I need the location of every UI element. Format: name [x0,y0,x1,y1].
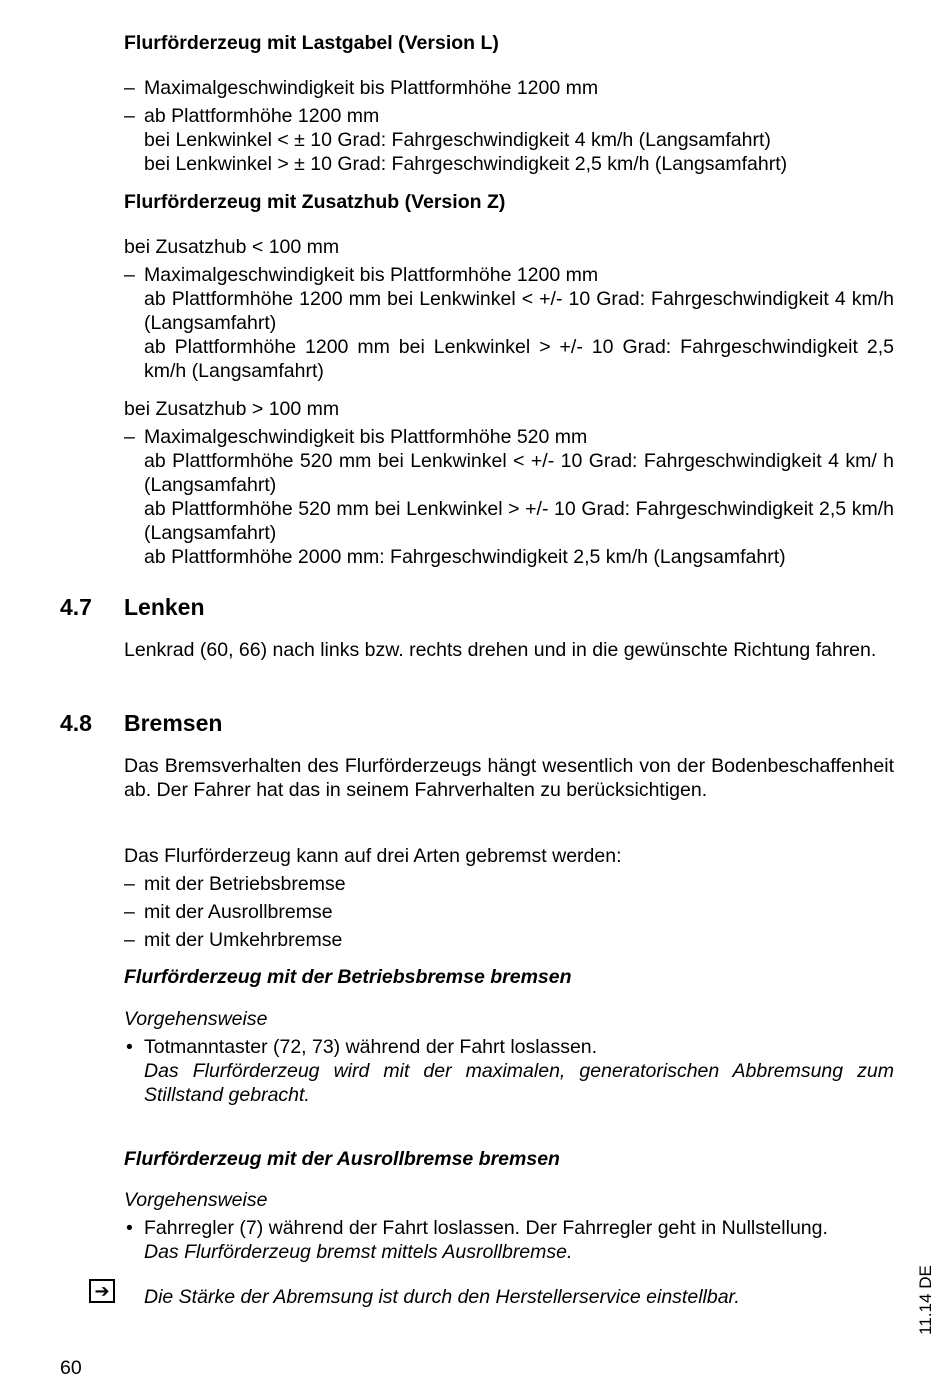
list-item: – Maximalgeschwindigkeit bis Plattformhöhe 520 mm [124,425,894,449]
section-paragraph: Das Flurförderzeug kann auf drei Arten gebremst werden: [124,845,622,867]
list-item: – Maximalgeschwindigkeit bis Plattformhöhe 1200 mm [124,76,894,100]
version-z-heading: Flurförderzeug mit Zusatzhub (Version Z) [124,191,506,213]
procedure [124,1007,894,1107]
note-text [124,1285,894,1309]
list-item: – mit der Ausrollbremse [124,900,894,924]
procedure-step: • Fahrregler (7) während der Fahrt loslassen. Der Fahrregler geht in Nullstellung. [124,1216,894,1240]
group-label: bei Zusatzhub < 100 mm [124,236,340,258]
procedure-result: Das Flurförderzeug bremst mittels Ausrollbremse. [144,1241,573,1263]
section-title: Lenken [124,594,205,620]
section-number: 4.7 [60,594,92,620]
list-item: – Maximalgeschwindigkeit bis Plattformhöhe 1200 mm [124,263,894,287]
version-z-group1 [124,235,894,383]
section-title: Bremsen [124,710,223,736]
section-number: 4.8 [60,710,92,736]
list-item: – ab Plattformhöhe 1200 mm [124,104,894,128]
page-number: 60 [60,1357,82,1379]
document-code: 11.14 DE [916,1265,935,1335]
procedure [124,1188,894,1264]
list-item-detail: ab Plattformhöhe 2000 mm: Fahrgeschwindigkeit 2,5 km/h (Langsamfahrt) [144,546,786,568]
list-item-detail: ab Plattformhöhe 520 mm bei Lenkwinkel < +/- 10 Grad: Fahrgeschwindigkeit 4 km/ h (Langsamfahrt) [144,450,894,496]
section-paragraph: Das Bremsverhalten des Flurförderzeugs hängt wesentlich von der Bodenbeschaffenheit ab. Der Fahrer hat das in seinem Fahrverhalten zu berücksichtigen. [124,755,894,801]
version-z-group2 [124,397,894,569]
list-item-detail: bei Lenkwinkel > ± 10 Grad: Fahrgeschwindigkeit 2,5 km/h (Langsamfahrt) [144,153,788,175]
procedure-step: • Totmanntaster (72, 73) während der Fahrt loslassen. [124,1035,894,1059]
list-item: – mit der Betriebsbremse [124,872,894,896]
list-item-detail: ab Plattformhöhe 520 mm bei Lenkwinkel > +/- 10 Grad: Fahrgeschwindigkeit 2,5 km/h (Langsamfahrt) [144,498,894,544]
brake-types-list [124,844,894,952]
list-item-detail: ab Plattformhöhe 1200 mm bei Lenkwinkel < +/- 10 Grad: Fahrgeschwindigkeit 4 km/h (Langsamfahrt) [144,288,894,334]
procedure-label: Vorgehensweise [124,1189,268,1211]
group-label: bei Zusatzhub > 100 mm [124,398,340,420]
procedure-result: Das Flurförderzeug wird mit der maximalen, generatorischen Abbremsung zum Stillstand gebracht. [144,1060,894,1106]
list-item-detail: bei Lenkwinkel < ± 10 Grad: Fahrgeschwindigkeit 4 km/h (Langsamfahrt) [144,129,771,151]
subsection-heading: Flurförderzeug mit der Betriebsbremse bremsen [124,966,572,988]
procedure-label: Vorgehensweise [124,1008,268,1030]
note-text-line: Die Stärke der Abremsung ist durch den Herstellerservice einstellbar. [144,1286,740,1308]
list-item-detail: ab Plattformhöhe 1200 mm bei Lenkwinkel > +/- 10 Grad: Fahrgeschwindigkeit 2,5 km/h (Langsamfahrt) [144,336,894,382]
version-l-list [124,76,894,176]
version-l-heading: Flurförderzeug mit Lastgabel (Version L) [124,32,499,54]
subsection-heading: Flurförderzeug mit der Ausrollbremse bremsen [124,1148,560,1170]
arrow-right-icon: ➔ [89,1279,115,1303]
section-text: Lenkrad (60, 66) nach links bzw. rechts drehen und in die gewünschte Richtung fahren. [124,639,877,661]
list-item: – mit der Umkehrbremse [124,928,894,952]
